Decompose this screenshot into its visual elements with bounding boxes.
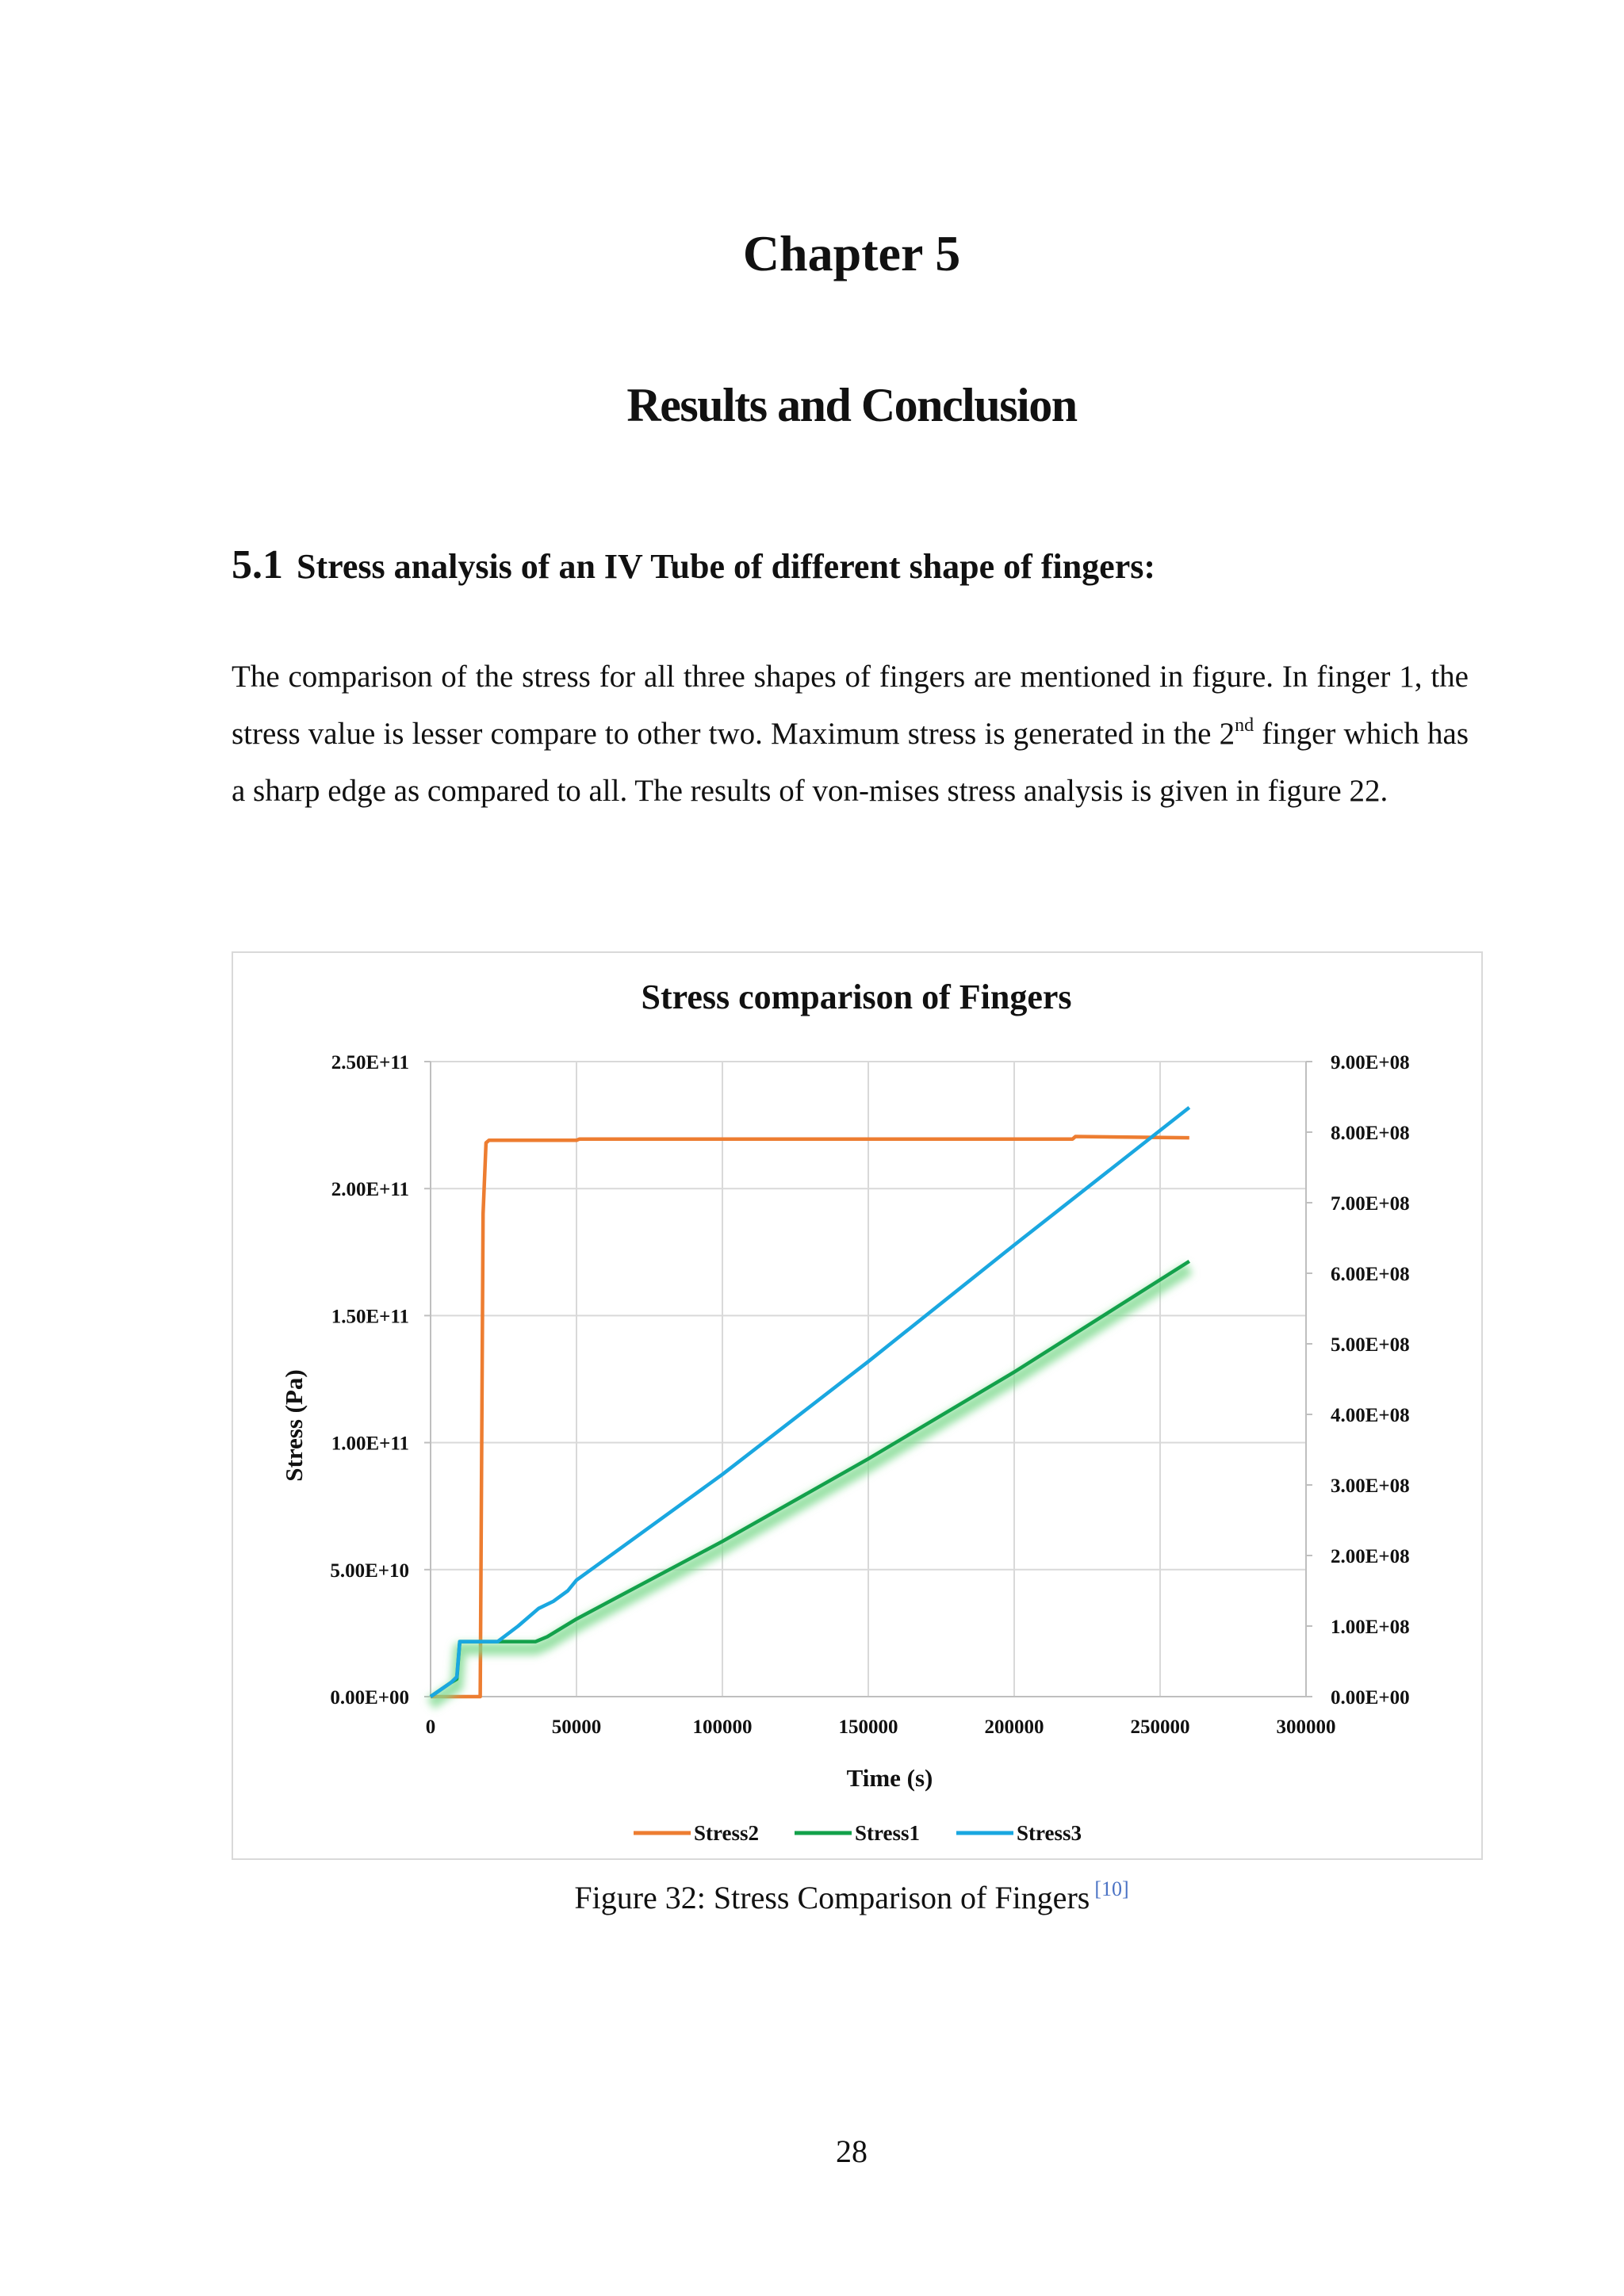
plot-grid bbox=[431, 1062, 1306, 1697]
x-tick-label: 200000 bbox=[984, 1716, 1044, 1738]
y-tick-label: 2.50E+11 bbox=[331, 1052, 409, 1073]
y2-tick-label: 7.00E+08 bbox=[1331, 1193, 1410, 1215]
legend-label-stress1: Stress1 bbox=[855, 1821, 921, 1845]
y2-tick-label: 4.00E+08 bbox=[1331, 1405, 1410, 1426]
series-line-stress3 bbox=[431, 1108, 1189, 1697]
x-tick-label: 150000 bbox=[838, 1716, 898, 1738]
x-tick-label: 50000 bbox=[551, 1716, 602, 1738]
y2-tick-label: 6.00E+08 bbox=[1331, 1264, 1410, 1285]
x-axis-label: Time (s) bbox=[846, 1764, 933, 1792]
series-line-stress1 bbox=[431, 1261, 1189, 1697]
x-tick-label: 100000 bbox=[692, 1716, 753, 1738]
plot-axes bbox=[330, 1052, 1409, 1738]
paragraph-text-2: finger which has a sharp edge as compared to all. The results of von-mises stress analysis is given in figure 22. bbox=[232, 717, 1469, 808]
plot-series bbox=[431, 1108, 1189, 1704]
y2-tick-label: 1.00E+08 bbox=[1331, 1617, 1410, 1638]
y2-tick-label: 0.00E+00 bbox=[1331, 1687, 1410, 1709]
section-title: Stress analysis of an IV Tube of different shape of fingers: bbox=[297, 547, 1156, 586]
y2-tick-label: 2.00E+08 bbox=[1331, 1546, 1410, 1567]
citation-reference: [10] bbox=[1094, 1877, 1129, 1900]
figure-caption-text: Figure 32: Stress Comparison of Fingers bbox=[574, 1880, 1090, 1915]
series-line-stress2 bbox=[431, 1137, 1189, 1697]
paragraph-text-1: The comparison of the stress for all three shapes of fingers are mentioned in figure. In finger 1, the stress value is lesser compare to other two. Maximum stress is generated in the 2 bbox=[232, 660, 1469, 751]
ordinal-superscript: nd bbox=[1235, 715, 1254, 736]
figure-caption bbox=[0, 1879, 1624, 1916]
body-paragraph bbox=[232, 649, 1469, 820]
section-heading bbox=[232, 541, 1155, 588]
y-axis-label: Stress (Pa) bbox=[280, 1369, 308, 1482]
y2-tick-label: 3.00E+08 bbox=[1331, 1475, 1410, 1497]
x-tick-label: 300000 bbox=[1276, 1716, 1336, 1738]
section-number: 5.1 bbox=[232, 542, 283, 587]
page-number: 28 bbox=[836, 2133, 868, 2169]
y2-tick-label: 8.00E+08 bbox=[1331, 1123, 1410, 1144]
stress-chart bbox=[233, 953, 1481, 1858]
chart-title: Stress comparison of Fingers bbox=[641, 978, 1072, 1016]
chapter-subtitle: Results and Conclusion bbox=[626, 379, 1077, 431]
chart-legend bbox=[634, 1821, 1082, 1845]
y-tick-label: 1.00E+11 bbox=[331, 1433, 409, 1455]
y-tick-label: 0.00E+00 bbox=[330, 1687, 409, 1709]
y-tick-label: 2.00E+11 bbox=[331, 1179, 409, 1201]
x-tick-label: 0 bbox=[425, 1716, 436, 1738]
x-tick-label: 250000 bbox=[1130, 1716, 1190, 1738]
legend-label-stress2: Stress2 bbox=[694, 1821, 760, 1845]
chapter-title: Chapter 5 bbox=[742, 225, 961, 281]
chart-container bbox=[232, 951, 1483, 1860]
y2-tick-label: 5.00E+08 bbox=[1331, 1334, 1410, 1356]
y2-tick-label: 9.00E+08 bbox=[1331, 1052, 1410, 1073]
legend-label-stress3: Stress3 bbox=[1017, 1821, 1082, 1845]
y-tick-label: 5.00E+10 bbox=[330, 1559, 409, 1582]
y-tick-label: 1.50E+11 bbox=[331, 1306, 409, 1328]
